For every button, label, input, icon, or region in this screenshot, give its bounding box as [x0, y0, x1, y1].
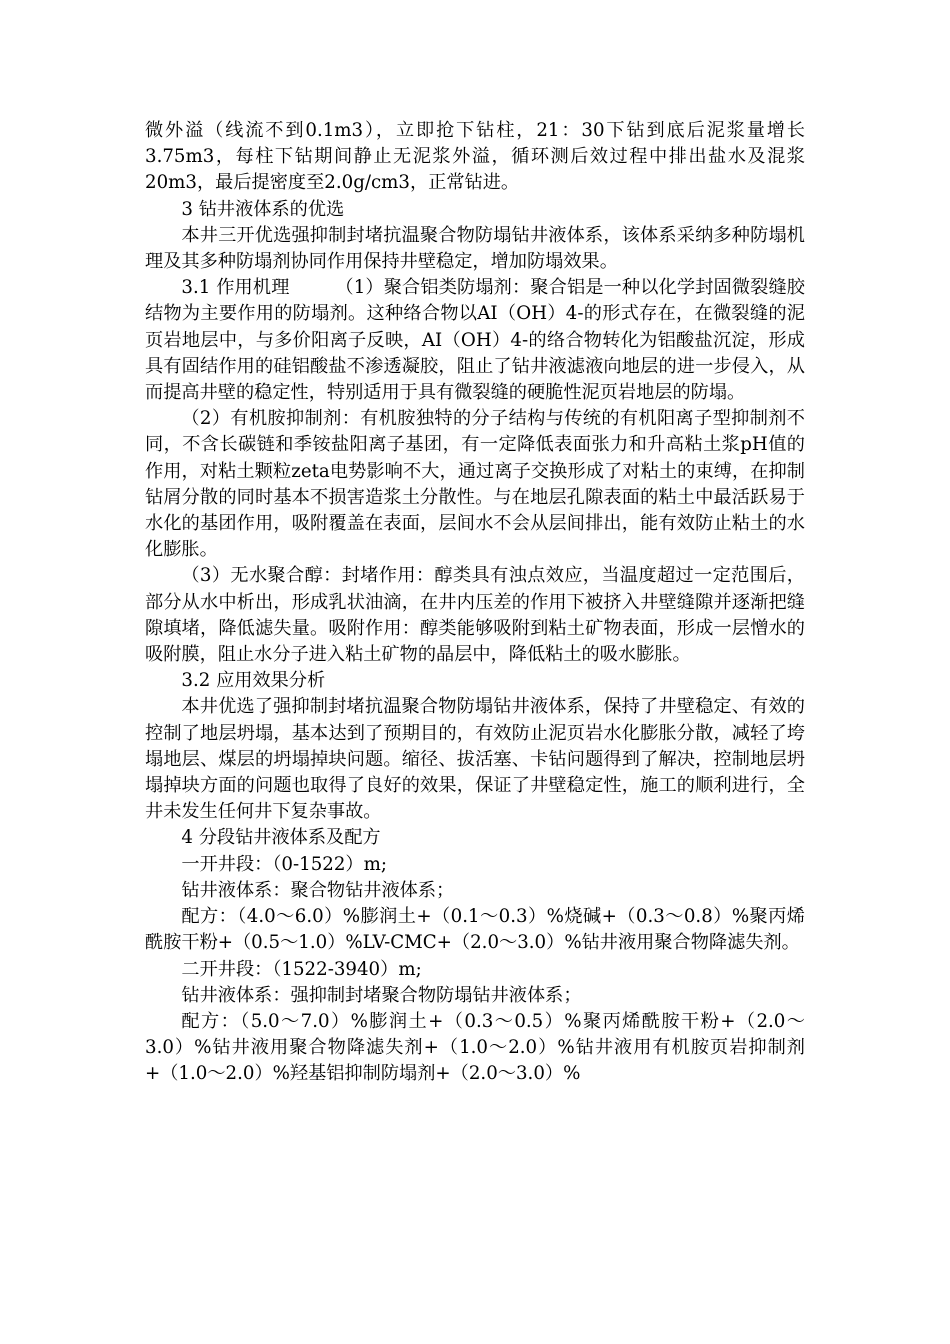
section-one-interval: 一开井段：（0-1522）m;	[181, 853, 387, 875]
paragraph-intro: 本井三开优选强抑制封堵抗温聚合物防塌钻井液体系，该体系采纳多种防塌机理及其多种防塌剂协同作用保持井壁稳定，增加防塌效果。	[145, 224, 805, 273]
section-heading-4: 4 分段钻井液体系及配方	[181, 827, 381, 849]
paragraph-continuation: 微外溢（线流不到0.1m3），立即抢下钻柱，21：30下钻到底后泥浆量增长3.75m3，每柱下钻期间静止无泥浆外溢，循环测后效过程中排出盐水及混浆20m3，最后提密度至2.0g/cm3，正常钻进。	[145, 120, 805, 194]
section-heading-3-2: 3.2 应用效果分析	[181, 670, 326, 692]
paragraph-mechanism-2: （2）有机胺抑制剂：有机胺独特的分子结构与传统的有机阳离子型抑制剂不同，不含长碳链和季铵盐阳离子基团，有一定降低表面张力和升高粘土浆pH值的作用，对粘土颗粒zeta电势影响不大，通过离子交换形成了对粘土的束缚，在抑制钻屑分散的同时基本不损害造浆土分散性。与在地层孔隙表面的粘土中最活跃易于水化的基团作用，吸附覆盖在表面，层间水不会从层间排出，能有效防止粘土的水化膨胀。	[145, 408, 805, 561]
section-two-system: 钻井液体系：强抑制封堵聚合物防塌钻井液体系；	[181, 984, 582, 1006]
paragraph-mechanism-3: （3）无水聚合醇：封堵作用：醇类具有浊点效应，当温度超过一定范围后，部分从水中析出，形成乳状油滴，在井内压差的作用下被挤入井壁缝隙并逐渐把缝隙填堵，降低滤失量。吸附作用：醇类能够吸附到粘土矿物表面，形成一层憎水的吸附膜，阻止水分子进入粘土矿物的晶层中，降低粘土的吸水膨胀。	[145, 565, 805, 666]
document-body	[145, 118, 805, 1088]
paragraph-effect: 本井优选了强抑制封堵抗温聚合物防塌钻井液体系，保持了井壁稳定、有效的控制了地层坍塌，基本达到了预期目的，有效防止泥页岩水化膨胀分散，减轻了垮塌地层、煤层的坍塌掉块问题。缩径、拔活塞、卡钻问题得到了解决，控制地层坍塌掉块方面的问题也取得了良好的效果，保证了井壁稳定性，施工的顺利进行，全井未发生任何井下复杂事故。	[145, 696, 805, 823]
section-one-formula: 配方：（4.0～6.0）%膨润土+（0.1～0.3）%烧碱+（0.3～0.8）%聚丙烯酰胺干粉+（0.5～1.0）%LV-CMC+（2.0～3.0）%钻井液用聚合物降滤失剂。	[145, 906, 805, 954]
section-two-formula: 配方：（5.0～7.0）%膨润土+（0.3～0.5）%聚丙烯酰胺干粉+（2.0～3.0）%钻井液用聚合物降滤失剂+（1.0～2.0）%钻井液用有机胺页岩抑制剂+（1.0～2.0）%羟基铝抑制防塌剂+（2.0～3.0）%	[145, 1010, 805, 1085]
section-two-interval: 二开井段：（1522-3940）m;	[181, 958, 422, 980]
section-heading-3: 3 钻井液体系的优选	[181, 198, 345, 220]
paragraph-mechanism-1: 3.1 作用机理 （1）聚合铝类防塌剂：聚合铝是一种以化学封固微裂缝胶结物为主要作用的防塌剂。这种络合物以AI（OH）4-的形式存在，在微裂缝的泥页岩地层中，与多价阳离子反映，AI（OH）4-的络合物转化为铝酸盐沉淀，形成具有固结作用的硅铝酸盐不渗透凝胶，阻止了钻井液滤液向地层的进一步侵入，从而提高井壁的稳定性，特别适用于具有微裂缝的硬脆性泥页岩地层的防塌。	[145, 277, 805, 404]
section-one-system: 钻井液体系：聚合物钻井液体系；	[181, 879, 455, 901]
